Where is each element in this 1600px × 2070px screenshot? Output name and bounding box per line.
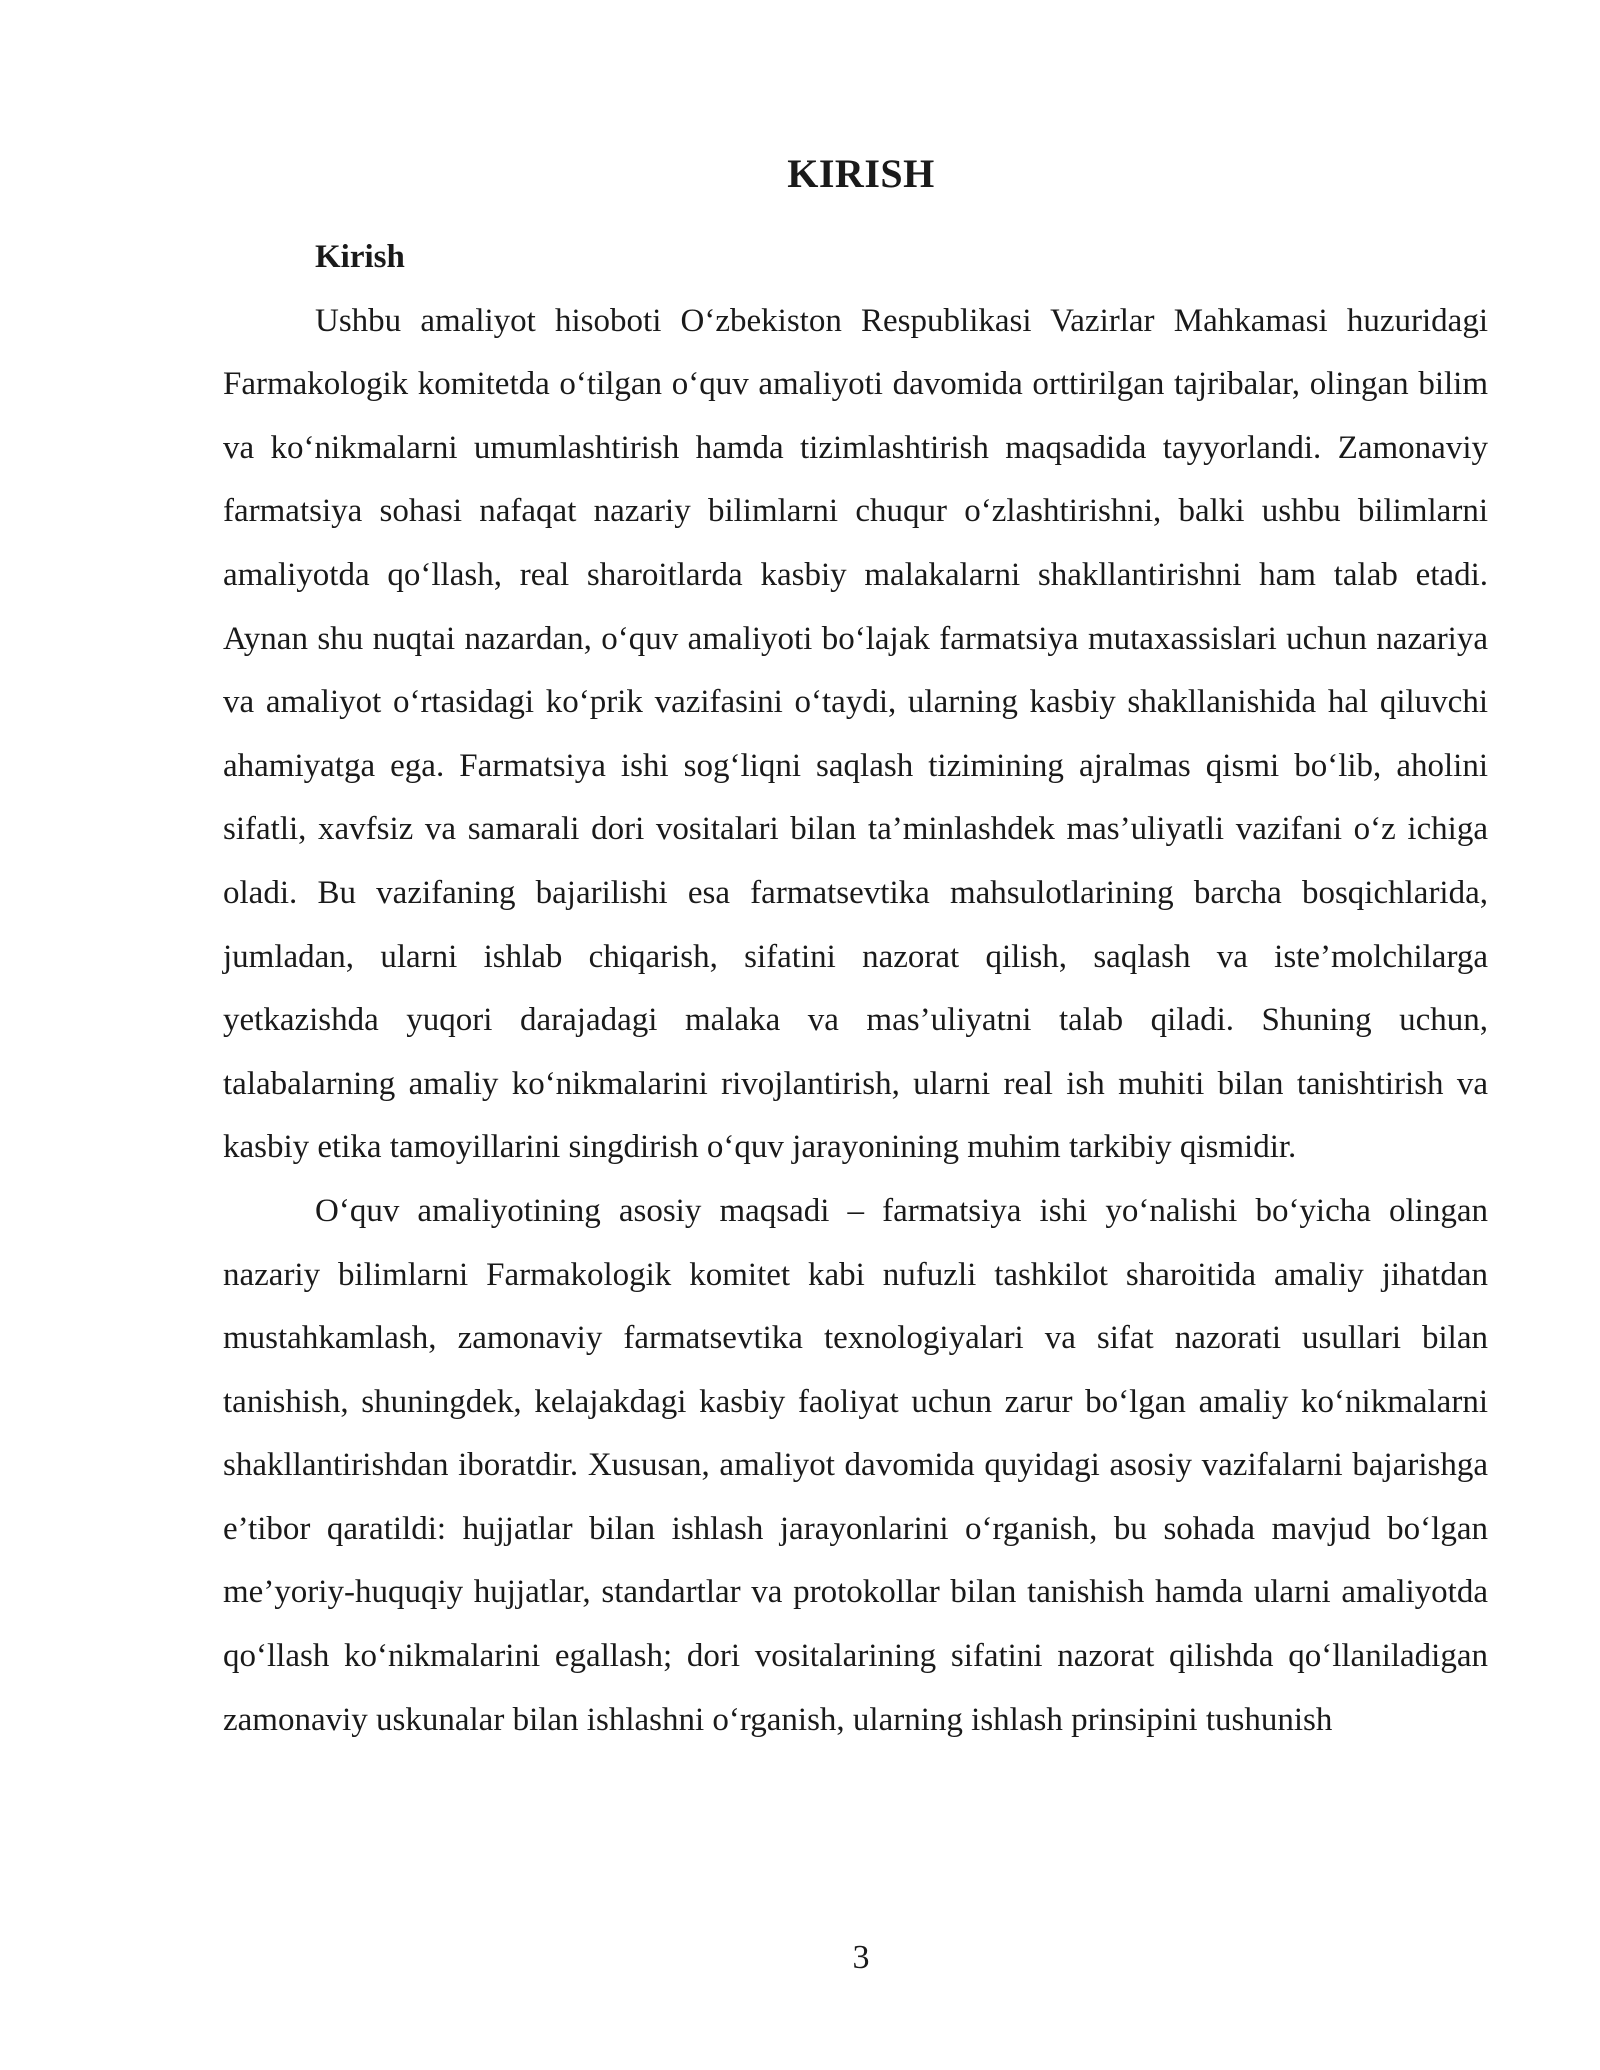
page-title: KIRISH [787, 151, 935, 196]
page-number: 3 [852, 1939, 870, 1976]
document-body [223, 226, 1488, 1752]
paragraph-2: O‘quv amaliyotining asosiy maqsadi – farmatsiya ishi yo‘nalishi bo‘yicha olingan nazariy bilimlarni Farmakologik komitet kabi nufuzli tashkilot sharoitida amaliy jihatdan mustahkamlash, zamonaviy farmatsevtika texnologiyalari va sifat nazorati usullari bilan tanishish, shuningdek, kelajakdagi kasbiy faoliyat uchun zarur bo‘lgan amaliy ko‘nikmalarni shakllantirishdan iboratdir. Xususan, amaliyot davomida quyidagi asosiy vazifalarni bajarishga e’tibor qaratildi: hujjatlar bilan ishlash jarayonlarini o‘rganish, bu sohada mavjud bo‘lgan me’yoriy-huquqiy hujjatlar, standartlar va protokollar bilan tanishish hamda ularni amaliyotda qo‘llash ko‘nikmalarini egallash; dori vositalarining sifatini nazorat qilishda qo‘llaniladigan zamonaviy uskunalar bilan ishlashni o‘rganish, ularning ishlash prinsipini tushunish [223, 1192, 1488, 1738]
paragraph-1: Ushbu amaliyot hisoboti O‘zbekiston Respublikasi Vazirlar Mahkamasi huzuridagi Farmakologik komitetda o‘tilgan o‘quv amaliyoti davomida orttirilgan tajribalar, olingan bilim va ko‘nikmalarni umumlashtirish hamda tizimlashtirish maqsadida tayyorlandi. Zamonaviy farmatsiya sohasi nafaqat nazariy bilimlarni chuqur o‘zlashtirishni, balki ushbu bilimlarni amaliyotda qo‘llash, real sharoitlarda kasbiy malakalarni shakllantirishni ham talab etadi. Aynan shu nuqtai nazardan, o‘quv amaliyoti bo‘lajak farmatsiya mutaxassislari uchun nazariya va amaliyot o‘rtasidagi ko‘prik vazifasini o‘taydi, ularning kasbiy shakllanishida hal qiluvchi ahamiyatga ega. Farmatsiya ishi sog‘liqni saqlash tizimining ajralmas qismi bo‘lib, aholini sifatli, xavfsiz va samarali dori vositalari bilan ta’minlashdek mas’uliyatli vazifani o‘z ichiga oladi. Bu vazifaning bajarilishi esa farmatsevtika mahsulotlarining barcha bosqichlarida, jumladan, ularni ishlab chiqarish, sifatini nazorat qilish, saqlash va iste’molchilarga yetkazishda yuqori darajadagi malaka va mas’uliyatni talab qiladi. Shuning uchun, talabalarning amaliy ko‘nikmalarini rivojlantirish, ularni real ish muhiti bilan tanishtirish va kasbiy etika tamoyillarini singdirish o‘quv jarayonining muhim tarkibiy qismidir. [223, 302, 1488, 1166]
section-heading: Kirish [315, 239, 405, 275]
